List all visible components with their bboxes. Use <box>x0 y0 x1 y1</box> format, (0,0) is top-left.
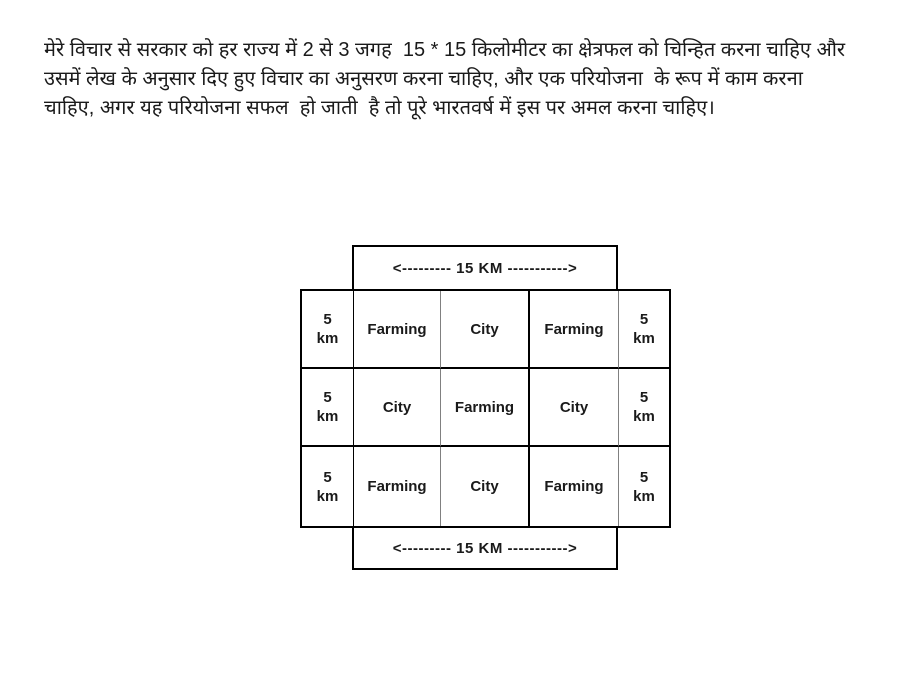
bottom-width-label: <--------- 15 KM -----------> <box>352 528 618 570</box>
land-cell: Farming <box>441 369 530 447</box>
side-length-value: 5 <box>639 389 649 406</box>
land-cell: City <box>441 291 530 369</box>
side-length-unit: km <box>316 330 339 347</box>
side-length-cell <box>302 369 354 447</box>
side-length-value: 5 <box>323 468 332 486</box>
land-cell: Farming <box>354 447 441 526</box>
land-use-diagram <box>300 245 671 570</box>
side-length-cell <box>619 447 669 526</box>
side-length-unit: km <box>633 330 655 347</box>
top-width-label: <--------- 15 KM -----------> <box>352 245 618 289</box>
side-length-cell <box>302 291 354 369</box>
land-cell: Farming <box>354 291 441 369</box>
land-cell: Farming <box>530 447 619 526</box>
side-length-cell <box>619 291 669 369</box>
side-length-value: 5 <box>323 311 332 328</box>
side-length-value: 5 <box>323 389 332 406</box>
paragraph-line: चाहिए, अगर यह परियोजना सफल हो जाती है तो पूरे भारतवर्ष में इस पर अमल करना चाहिए। <box>44 97 715 119</box>
side-length-value: 5 <box>639 311 649 328</box>
side-length-unit: km <box>633 408 655 425</box>
side-length-value: 5 <box>639 468 649 486</box>
land-cell: City <box>354 369 441 447</box>
paragraph-line: मेरे विचार से सरकार को हर राज्य में 2 से 3 जगह 15 * 15 किलोमीटर का क्षेत्रफल को चिन्हित करना चाहिए और <box>44 39 846 61</box>
hindi-paragraph <box>44 36 892 123</box>
paragraph-line: उसमें लेख के अनुसार दिए हुए विचार का अनुसरण करना चाहिए, और एक परियोजना के रूप में काम करना <box>44 68 803 90</box>
land-cell: City <box>441 447 530 526</box>
side-length-cell <box>302 447 354 526</box>
land-cell: City <box>530 369 619 447</box>
side-length-unit: km <box>316 408 339 425</box>
side-length-cell <box>619 369 669 447</box>
side-length-unit: km <box>316 487 339 505</box>
land-cell: Farming <box>530 291 619 369</box>
land-grid <box>300 289 671 528</box>
side-length-unit: km <box>633 487 655 505</box>
